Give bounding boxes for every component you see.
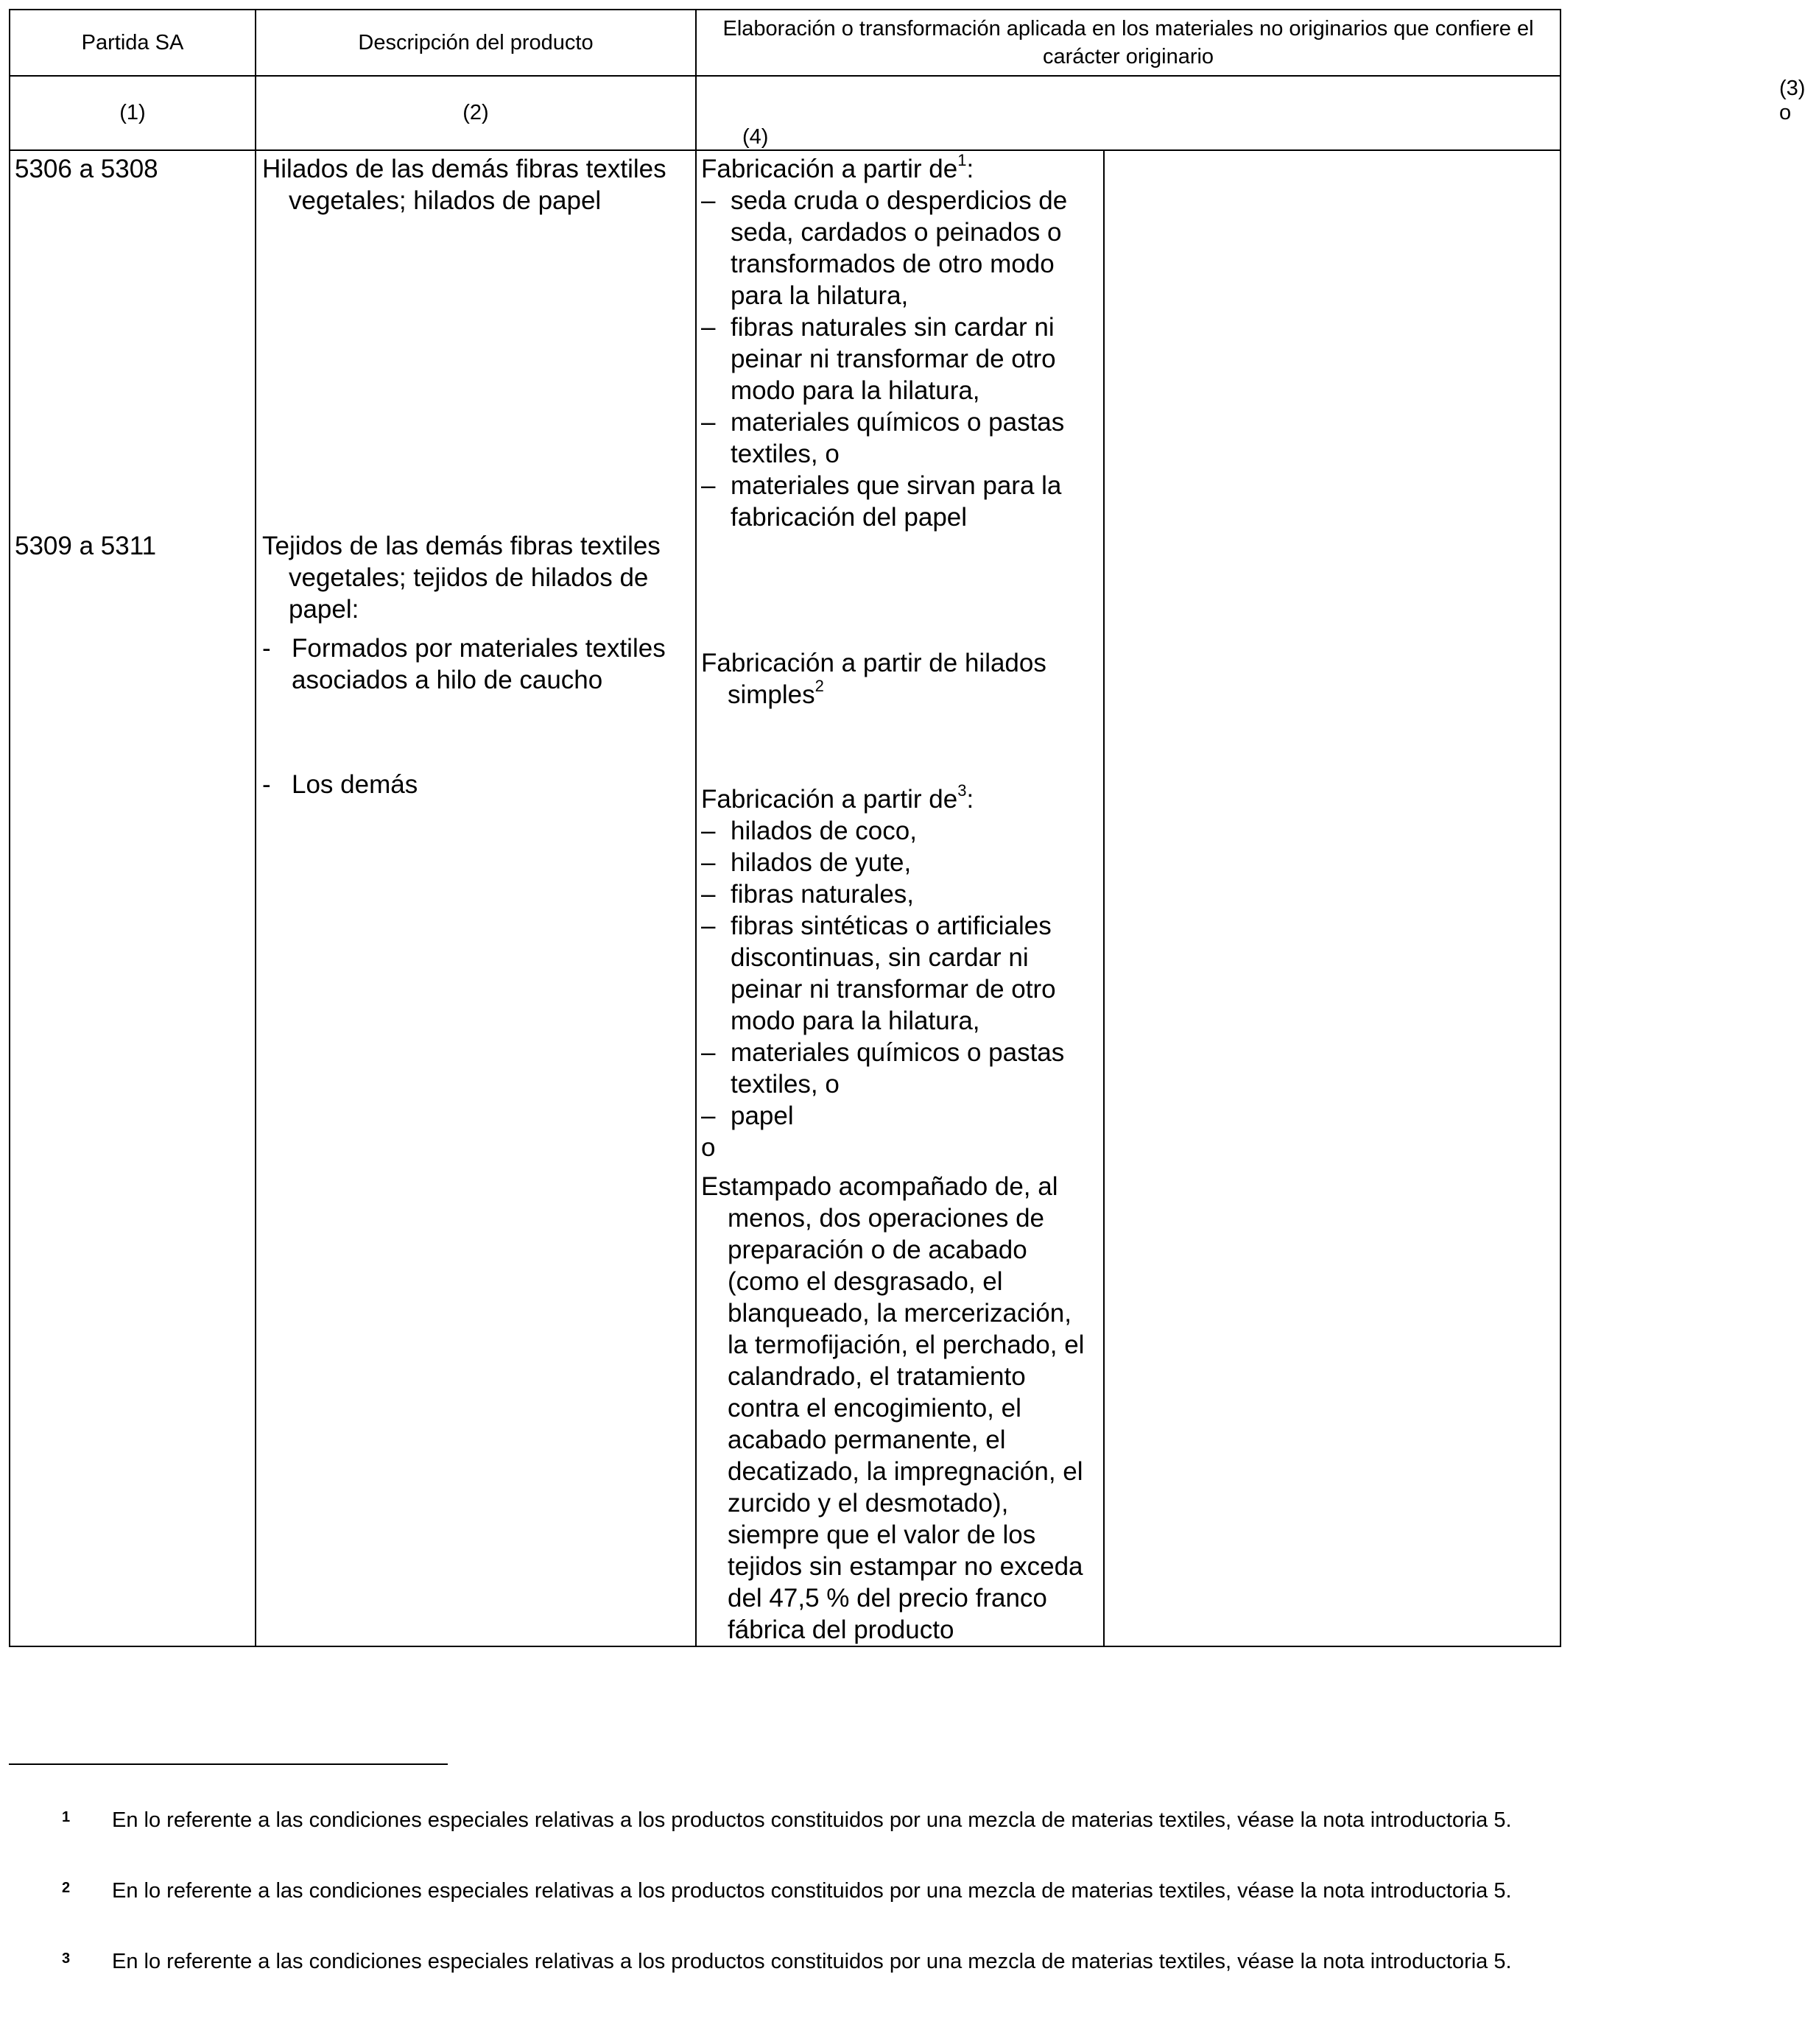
footnote-2-mark: 2 — [62, 1880, 71, 1896]
elab-or: o — [701, 1133, 716, 1162]
footnote-3-text: En lo referente a las condiciones especiales relativas a los productos constituidos por una mezcla de materias textiles, véase la nota introductoria 5. — [112, 1950, 1512, 1973]
elab-5309-sub1 — [701, 647, 1097, 783]
footnote-3 — [9, 1948, 1560, 1976]
dash-list-item-text: fibras naturales sin cardar ni peinar ni transformar de otro modo para la hilatura, — [731, 313, 1056, 405]
elab-sub1-text: Fabricación a partir de hilados simples — [701, 649, 1046, 709]
dash-list-item-text: materiales químicos o pastas textiles, o — [731, 408, 1065, 468]
dash-bullet: – — [701, 471, 716, 500]
footnote-1-text: En lo referente a las condiciones especiales relativas a los productos constituidos por una mezcla de materias textiles, véase la nota introductoria 5. — [112, 1808, 1512, 1832]
dash-list-item — [701, 1037, 1097, 1100]
footnote-1-mark: 1 — [62, 1809, 71, 1825]
col-number-1: (1) — [10, 76, 256, 150]
footnote-ref-2: 2 — [814, 677, 824, 695]
column-number-row — [10, 76, 1561, 150]
elab-5309-list — [701, 815, 1097, 1132]
column-4-empty — [1104, 150, 1561, 1646]
header-elaboracion: Elaboración o transformación aplicada en los materiales no originarios que confiere el carácter originario — [696, 10, 1561, 76]
dash-bullet: – — [701, 848, 716, 877]
dash-list-item-text: seda cruda o desperdicios de seda, cardados o peinados o transformados de otro modo para la hilatura, — [731, 186, 1068, 310]
descripcion-5309: Tejidos de las demás fibras textiles vegetales; tejidos de hilados de papel: — [262, 532, 661, 624]
dash-bullet: – — [701, 912, 716, 940]
partida-5306: 5306 a 5308 — [15, 155, 158, 183]
dash-list-item-text: papel — [731, 1102, 794, 1130]
col-number-2: (2) — [256, 76, 696, 150]
dash-list-item-text: hilados de coco, — [731, 817, 917, 845]
col-number-4: (4) — [742, 125, 769, 149]
dash-bullet: – — [701, 313, 716, 342]
elaboracion-column — [696, 150, 1104, 1646]
footnote-ref-1: 1 — [957, 151, 967, 169]
dash-list-item-text: fibras naturales, — [731, 880, 915, 909]
elab-sub2-colon: : — [966, 785, 974, 814]
descripcion-5309-sub2 — [262, 769, 689, 800]
sub1-hyphen: - — [262, 634, 271, 663]
dash-list-item-text: fibras sintéticas o artificiales discontinuas, sin cardar ni peinar ni transformar de otro modo para la hilatura, — [731, 912, 1056, 1035]
dash-list-item-text: materiales químicos o pastas textiles, o — [731, 1038, 1065, 1099]
elab-5306-intro-text: Fabricación a partir de — [701, 155, 958, 183]
dash-bullet: – — [701, 408, 716, 437]
dash-list-item — [701, 910, 1097, 1037]
dash-list-item — [701, 406, 1097, 470]
footnote-2 — [9, 1878, 1560, 1905]
dash-list-item — [701, 311, 1097, 406]
footnote-ref-3: 3 — [957, 781, 967, 800]
col-number-3-4 — [696, 76, 1805, 150]
footnote-2-text: En lo referente a las condiciones especiales relativas a los productos constituidos por una mezcla de materias textiles, véase la nota introductoria 5. — [112, 1879, 1512, 1903]
elab-5309-sub2-intro — [701, 783, 1097, 815]
dash-list-item — [701, 815, 1097, 847]
header-row — [10, 10, 1561, 76]
dash-list-item — [701, 185, 1097, 311]
body-row — [10, 150, 1561, 1646]
dash-list-item-text: materiales que sirvan para la fabricación del papel — [731, 471, 1062, 532]
partida-5309: 5309 a 5311 — [15, 532, 157, 560]
dash-bullet: – — [701, 880, 716, 909]
footnote-1 — [9, 1807, 1560, 1834]
dash-bullet: – — [701, 1102, 716, 1130]
dash-bullet: – — [701, 817, 716, 845]
dash-bullet: – — [701, 186, 716, 215]
descripcion-column — [256, 150, 696, 1646]
sub2-text: Los demás — [292, 770, 418, 799]
footnote-3-mark: 3 — [62, 1950, 71, 1967]
dash-list-item — [701, 1100, 1097, 1132]
col-number-3: (3) o — [1779, 77, 1805, 124]
dash-list-item — [701, 847, 1097, 878]
partida-column — [10, 150, 256, 1646]
rules-table — [9, 9, 1805, 1647]
header-descripcion: Descripción del producto — [256, 10, 696, 76]
dash-list-item-text: hilados de yute, — [731, 848, 912, 877]
elab-sub2-intro-text: Fabricación a partir de — [701, 785, 958, 814]
header-partida: Partida SA — [10, 10, 256, 76]
dash-list-item — [701, 878, 1097, 910]
elab-5306-intro — [701, 153, 1097, 185]
sub1-text: Formados por materiales textiles asociados a hilo de caucho — [292, 634, 666, 694]
elab-5306-colon: : — [966, 155, 974, 183]
descripcion-5309-sub1 — [262, 632, 689, 769]
descripcion-5306: Hilados de las demás fibras textiles vegetales; hilados de papel — [262, 155, 666, 215]
dash-bullet: – — [701, 1038, 716, 1067]
elab-5306-list — [701, 185, 1097, 533]
dash-list-item — [701, 470, 1097, 533]
footnote-separator — [9, 1763, 448, 1765]
elab-alternative: Estampado acompañado de, al menos, dos operaciones de preparación o de acabado (como el desgrasado, el blanqueado, la mercerización, la termofijación, el perchado, el calandrado, el tratamiento contra el encogimiento, el acabado permanente, el decatizado, la impregnación, el zurcido y el desmotado), siempre que el valor de los tejidos sin estampar no exceda del 47,5 % del precio franco fábrica del producto — [701, 1172, 1085, 1644]
sub2-hyphen: - — [262, 770, 271, 799]
